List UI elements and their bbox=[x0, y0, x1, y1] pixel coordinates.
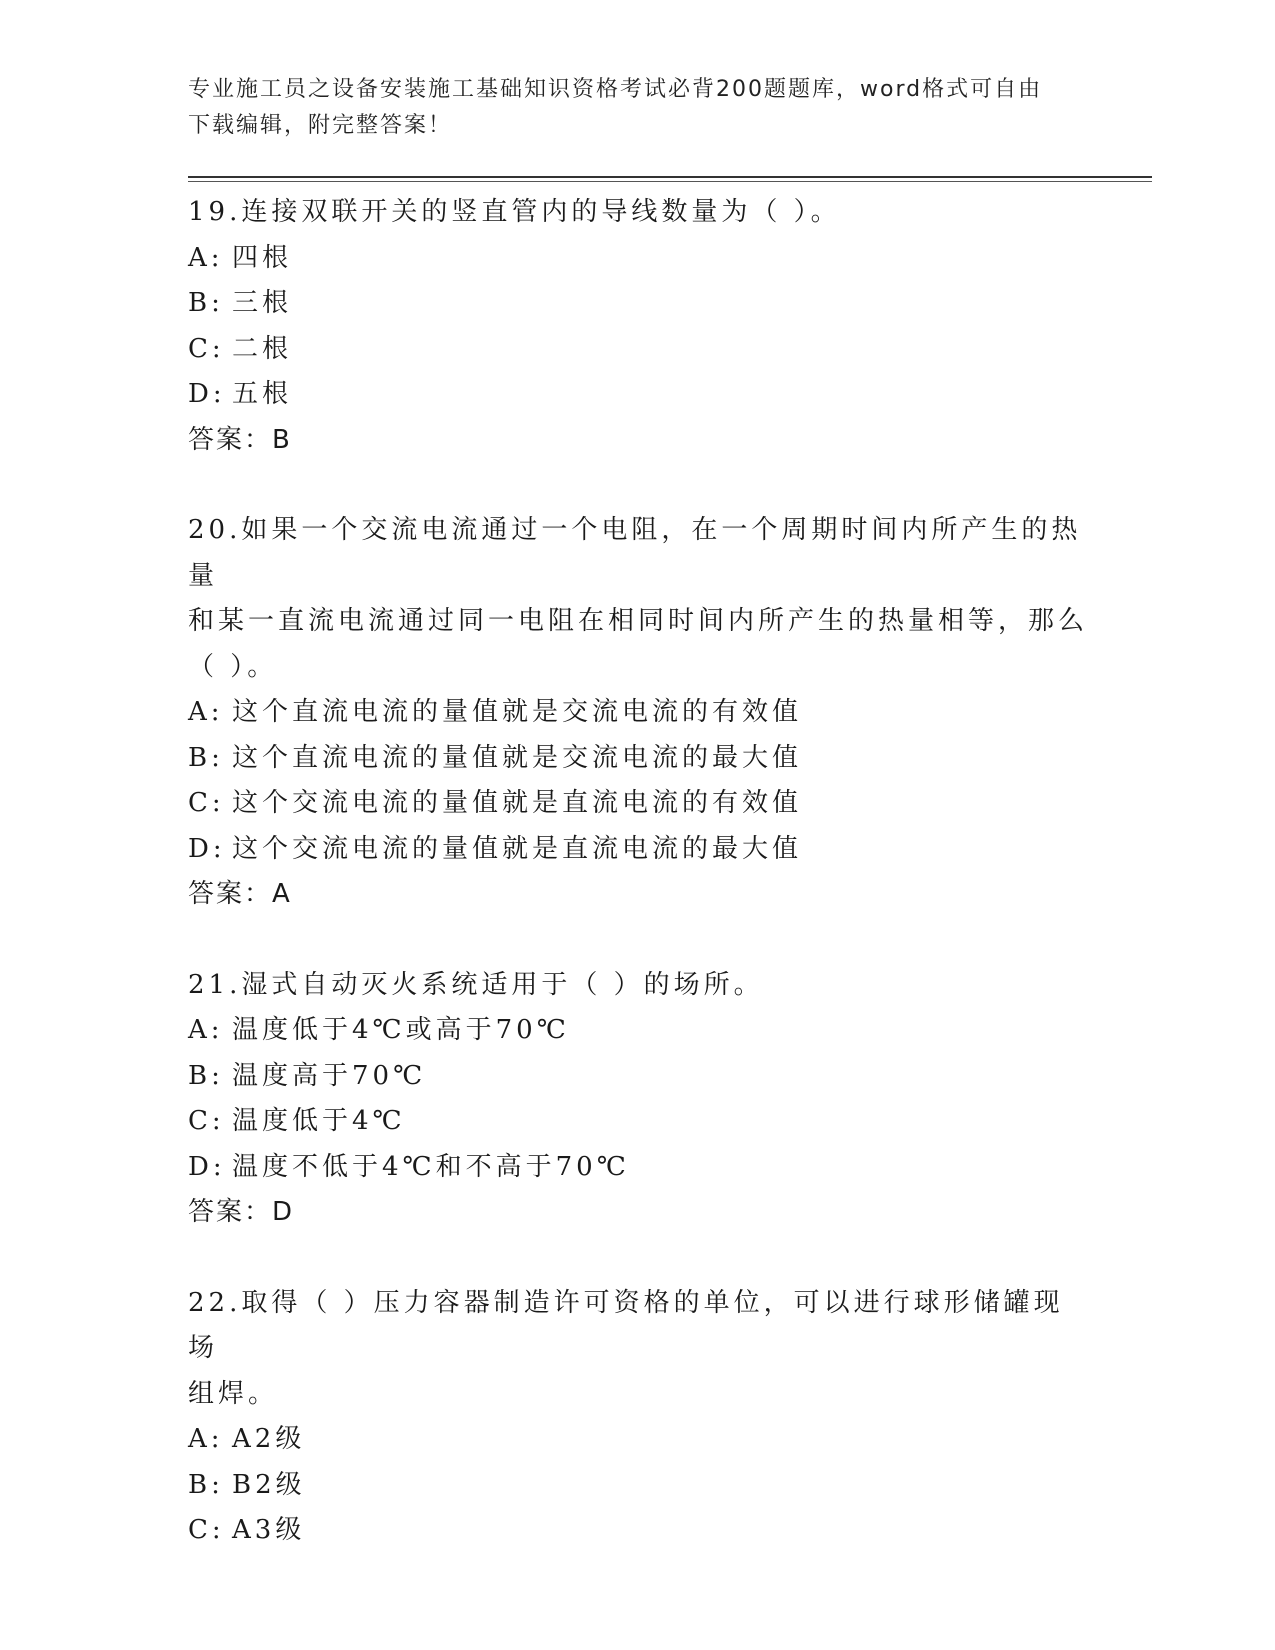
document-header bbox=[188, 72, 1088, 144]
option-letter: C: bbox=[188, 333, 225, 364]
option-letter: B: bbox=[188, 742, 224, 773]
option-a bbox=[188, 1417, 1088, 1463]
option-letter: B: bbox=[188, 288, 224, 318]
option-text: 这个交流电流的量值就是直流电流的有效值 bbox=[232, 788, 803, 818]
option-d bbox=[188, 1145, 1088, 1191]
answer-line: 答案：A bbox=[188, 879, 292, 909]
question-21 bbox=[188, 963, 1088, 1236]
option-b bbox=[188, 1054, 1088, 1100]
option-a bbox=[188, 690, 1088, 736]
option-text: 二根 bbox=[232, 333, 293, 364]
question-stem-line-1: 20.如果一个交流电流通过一个电阻，在一个周期时间内所产生的热量 bbox=[188, 515, 1082, 591]
option-d bbox=[188, 372, 1088, 418]
option-c bbox=[188, 327, 1088, 373]
option-d bbox=[188, 827, 1088, 873]
option-b bbox=[188, 1463, 1088, 1509]
option-b bbox=[188, 281, 1088, 327]
header-divider-thin bbox=[188, 181, 1152, 182]
option-letter: D: bbox=[188, 833, 226, 864]
question-stem-line-2: 组焊。 bbox=[188, 1378, 279, 1409]
option-text: 这个交流电流的量值就是直流电流的最大值 bbox=[232, 833, 803, 864]
option-b bbox=[188, 736, 1088, 782]
option-letter: A: bbox=[188, 1424, 224, 1454]
option-letter: A: bbox=[188, 697, 224, 727]
option-c bbox=[188, 781, 1088, 827]
option-text: 这个直流电流的量值就是交流电流的最大值 bbox=[232, 742, 803, 773]
option-text: A3级 bbox=[232, 1515, 306, 1545]
header-line-2: 下载编辑，附完整答案！ bbox=[188, 113, 453, 138]
question-stem-line-2: 和某一直流电流通过同一电阻在相同时间内所产生的热量相等，那么 bbox=[188, 606, 1089, 636]
option-letter: D: bbox=[188, 1151, 226, 1182]
option-letter: C: bbox=[188, 1515, 225, 1545]
option-text: 这个直流电流的量值就是交流电流的有效值 bbox=[232, 697, 803, 727]
option-c bbox=[188, 1508, 1088, 1554]
question-22 bbox=[188, 1281, 1088, 1554]
option-text: 温度低于4℃或高于70℃ bbox=[232, 1015, 570, 1045]
question-list bbox=[188, 190, 1088, 1554]
option-a bbox=[188, 236, 1088, 282]
option-letter: A: bbox=[188, 242, 224, 273]
option-c bbox=[188, 1099, 1088, 1145]
question-stem: 21.湿式自动灭火系统适用于（ ）的场所。 bbox=[188, 969, 764, 1000]
option-text: 温度不低于4℃和不高于70℃ bbox=[232, 1151, 630, 1182]
option-text: 三根 bbox=[232, 288, 293, 318]
question-stem-line-3: （ ）。 bbox=[188, 651, 278, 682]
option-text: B2级 bbox=[232, 1469, 306, 1500]
option-letter: D: bbox=[188, 379, 226, 409]
option-letter: C: bbox=[188, 1106, 225, 1136]
option-text: 温度高于70℃ bbox=[232, 1060, 427, 1091]
header-divider-thick bbox=[188, 176, 1152, 178]
option-letter: B: bbox=[188, 1060, 224, 1091]
option-text: 温度低于4℃ bbox=[232, 1106, 406, 1136]
header-line-1: 专业施工员之设备安装施工基础知识资格考试必背200题题库，word格式可自由 bbox=[188, 77, 1043, 102]
question-20 bbox=[188, 508, 1088, 918]
question-stem-line-1: 22.取得（ ）压力容器制造许可资格的单位，可以进行球形储罐现场 bbox=[188, 1287, 1064, 1363]
question-stem: 19.连接双联开关的竖直管内的导线数量为（ ）。 bbox=[188, 197, 841, 227]
option-text: A2级 bbox=[232, 1424, 306, 1454]
option-letter: B: bbox=[188, 1469, 224, 1500]
option-letter: A: bbox=[188, 1015, 224, 1045]
option-letter: C: bbox=[188, 788, 225, 818]
question-19 bbox=[188, 190, 1088, 463]
answer-line: 答案：D bbox=[188, 1197, 295, 1227]
answer-line: 答案：B bbox=[188, 424, 292, 455]
option-a bbox=[188, 1008, 1088, 1054]
option-text: 四根 bbox=[232, 242, 293, 273]
option-text: 五根 bbox=[232, 379, 293, 409]
